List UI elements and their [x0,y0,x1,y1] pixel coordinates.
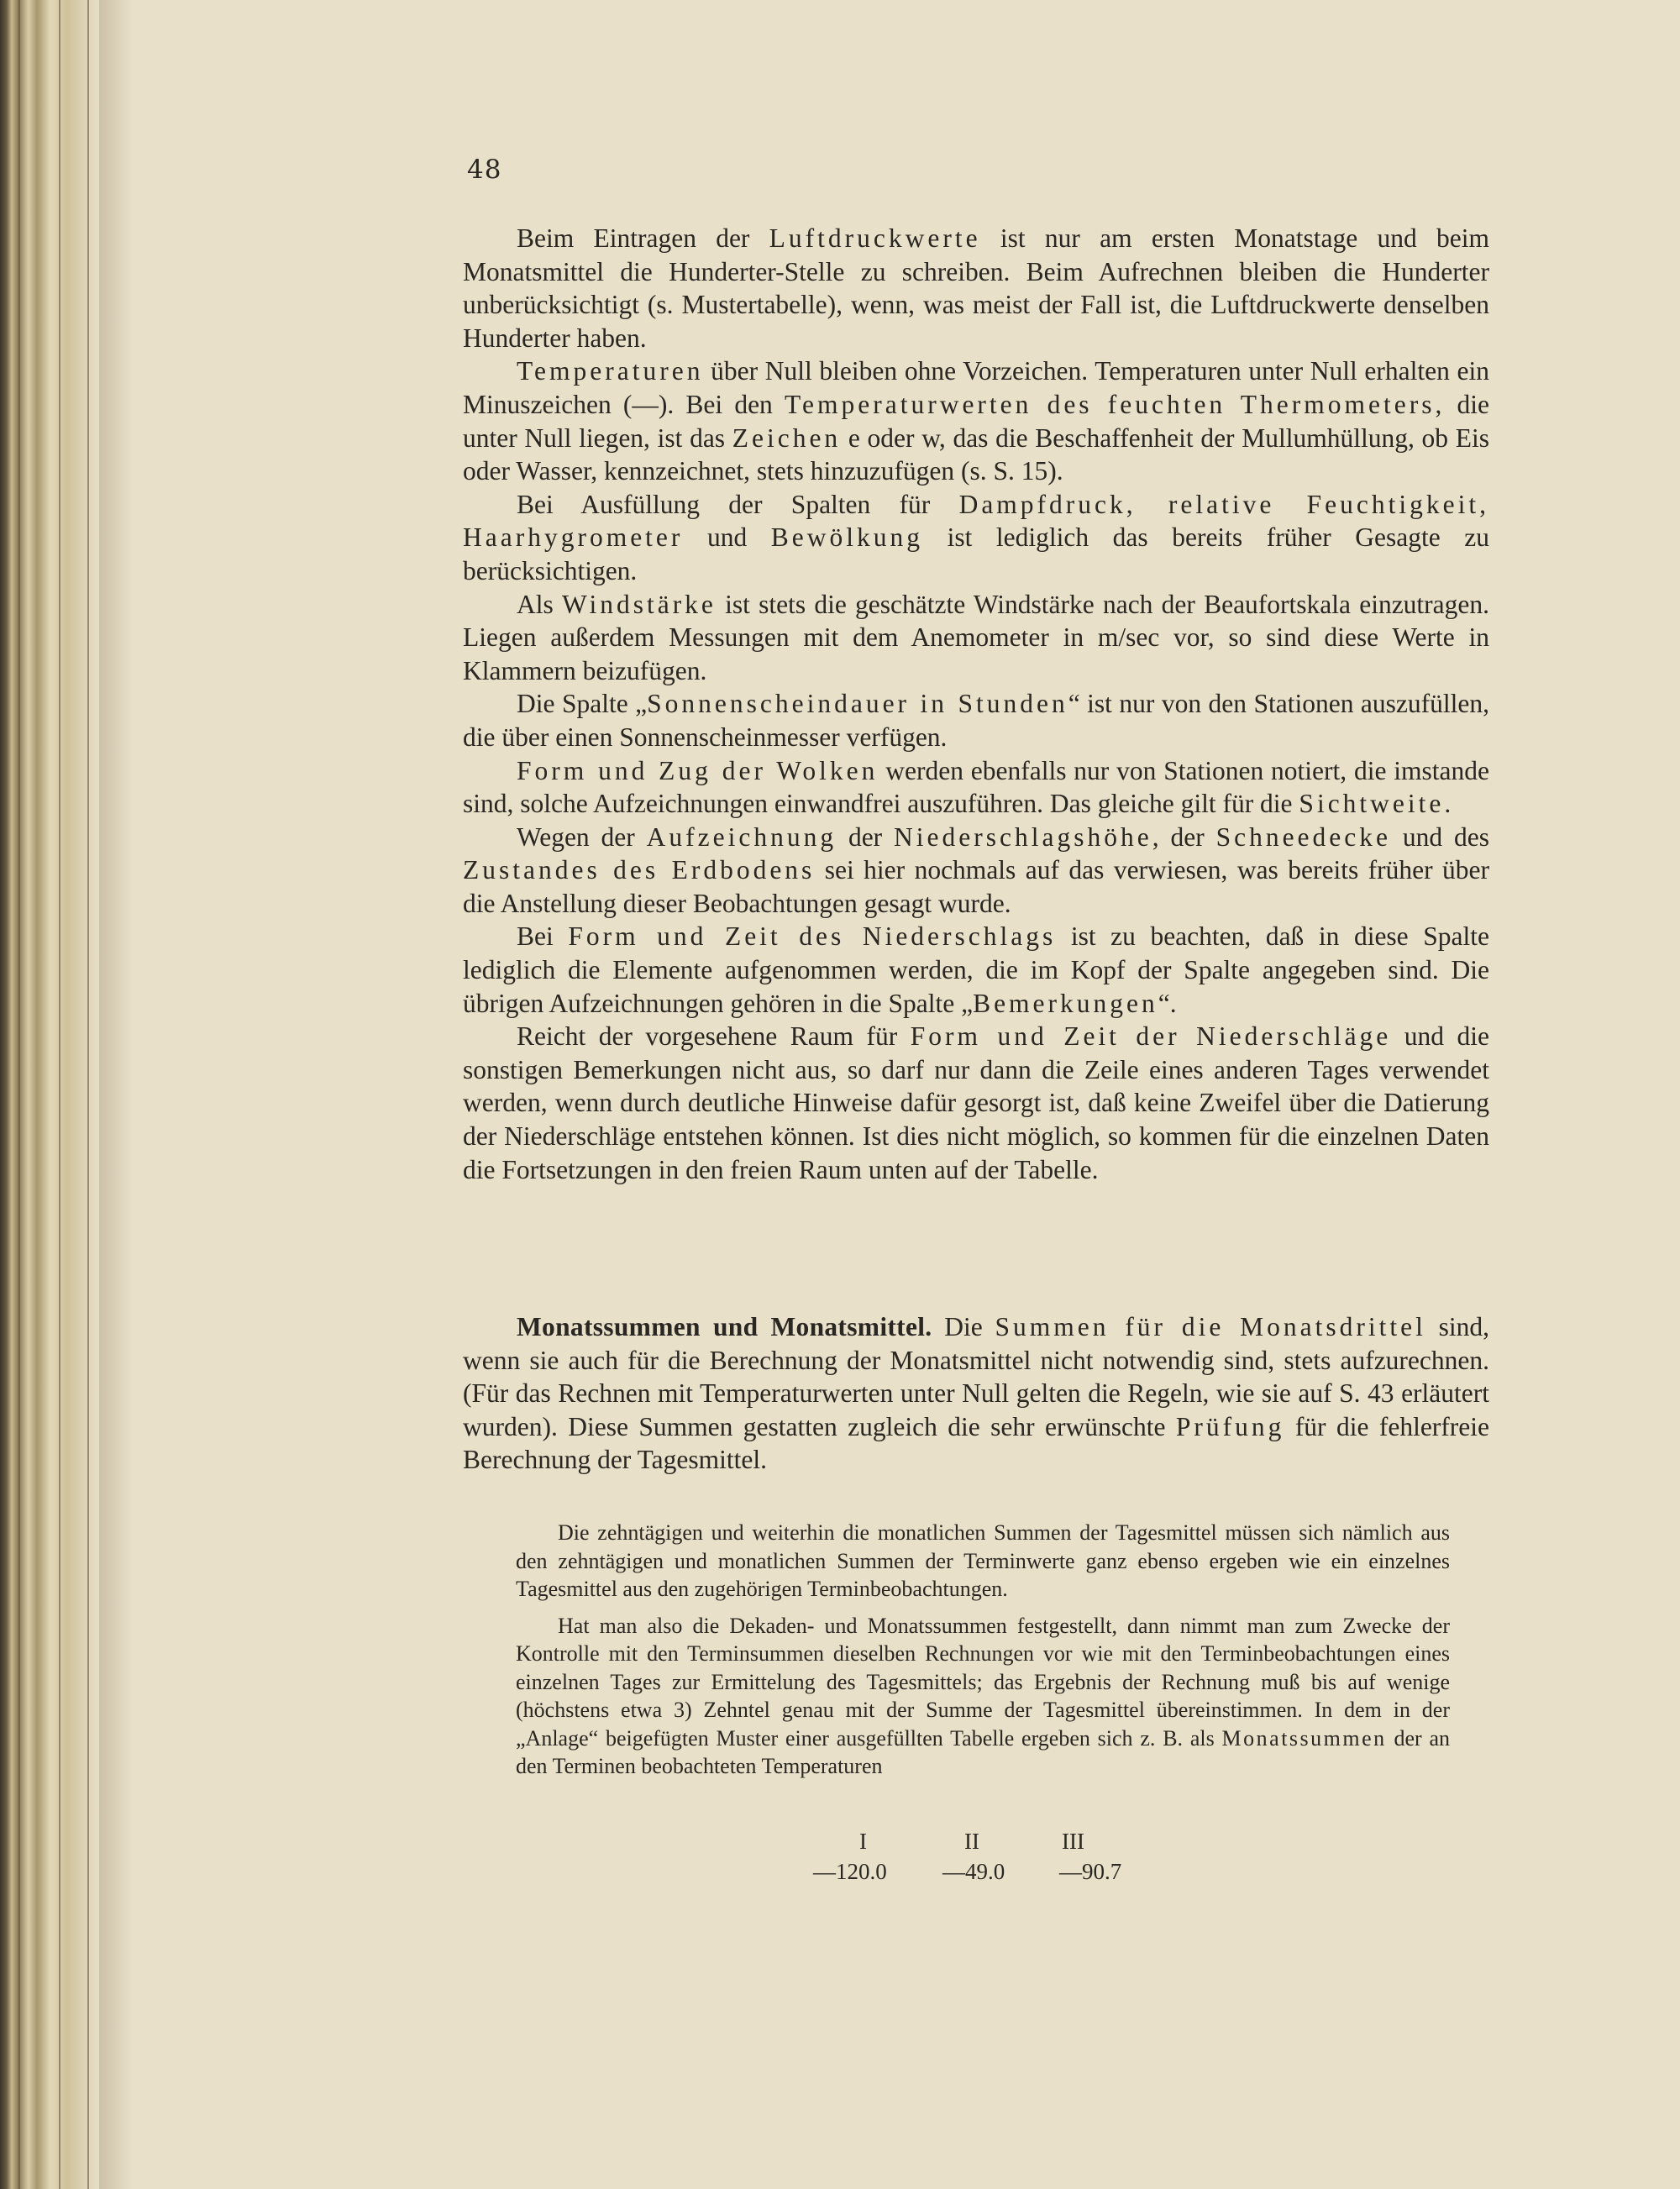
paragraph: Monatssummen und Monatsmittel. Die Summen für die Monatsdrittel sind, wenn sie auch für die Berechnung der Monatsmittel nicht notwendig sind, stets aufzurechnen. (Für das Rechnen mit Temperaturwerten unter Null gelten die Regeln, wie sie auf S. 43 erläutert wurden). Diese Summen gestatten zugleich die sehr erwünschte Prüfung für die fehlerfreie Berechnung der Tagesmittel. [463,1312,1490,1475]
small-print-block [516,1519,1450,1789]
paragraph: Wegen der Aufzeichnung der Niederschlagshöhe, der Schneedecke und des Zustandes des Erdbodens sei hier nochmals auf das verwiesen, was bereits früher über die Anstellung dieser Beobachtungen gesagt wurde. [463,822,1490,918]
paragraph: Temperaturen über Null bleiben ohne Vorzeichen. Temperaturen unter Null erhalten ein Minuszeichen (—). Bei den Temperaturwerten des feuchten Thermometers, die unter Null liegen, ist das Zeichen e oder w, das die Beschaffenheit der Mullumhüllung, ob Eis oder Wasser, kennzeichnet, stets hinzuzufügen (s. S. 15). [463,356,1490,486]
paragraph: Form und Zug der Wolken werden ebenfalls nur von Stationen notiert, die imstande sind, solche Aufzeichnungen einwandfrei auszuführen. Das gleiche gilt für die Sichtweite. [463,755,1489,819]
sums-value-row [0,1859,1680,1892]
sums-header: III [1062,1829,1084,1854]
sums-header-row [0,1829,1680,1862]
sums-value: —49.0 [942,1859,1005,1884]
paragraph: Die Spalte „Sonnenscheindauer in Stunden“ ist nur von den Stationen auszufüllen, die über einen Sonnenscheinmesser verfügen. [463,689,1490,752]
small-paragraph: Die zehntägigen und weiterhin die monatlichen Summen der Tagesmittel müssen sich nämlich aus den zehntägigen und monatlichen Summen der Terminwerte ganz ebenso ergeben wie ein einzelnes Tagesmittel aus den zugehörigen Terminbeobachtungen. [516,1520,1450,1601]
paragraph: Als Windstärke ist stets die geschätzte Windstärke nach der Beaufortskala einzutragen. Liegen außerdem Messungen mit dem Anemometer in m/sec vor, so sind diese Werte in Klammern beizufügen. [463,589,1490,685]
section-monatssummen [463,1310,1489,1477]
sums-value: —90.7 [1059,1859,1122,1884]
section-heading: Monatssummen und Monatsmittel. [517,1312,932,1341]
paragraph: Bei Ausfüllung der Spalten für Dampfdruck, relative Feuchtigkeit, Haarhygrometer und Bewölkung ist lediglich das bereits früher Gesagte zu berücksichtigen. [463,489,1490,585]
sums-header: II [964,1829,979,1854]
paragraph: Reicht der vorgesehene Raum für Form und Zeit der Niederschläge und die sonstigen Bemerkungen nicht aus, so darf nur dann die Zeile eines anderen Tages verwendet werden, wenn durch deutliche Hinweise dafür gesorgt ist, daß keine Zweifel über die Datierung der Niederschläge entstehen können. Ist dies nicht möglich, so kommen für die einzelnen Daten die Fortsetzungen in den freien Raum unten auf der Tabelle. [463,1021,1489,1184]
sums-header: I [859,1829,867,1854]
small-paragraph: Hat man also die Dekaden- und Monatssummen festgestellt, dann nimmt man zum Zwecke der Kontrolle mit den Terminsummen dieselben Rechnungen vor wie mit den Terminbeobachtungen eines einzelnen Tages zur Ermittelung des Tagesmittels; das Ergebnis der Rechnung muß bis auf wenige (höchstens etwa 3) Zehntel genau mit der Summe der Tagesmittel übereinstimmen. In dem in der „Anlage“ beigefügten Muster einer ausgefüllten Tabelle ergeben sich z. B. als Monatssummen der an den Terminen beobachteten Temperaturen [516,1613,1450,1778]
paragraph: Beim Eintragen der Luftdruckwerte ist nur am ersten Monatstage und beim Monatsmittel die Hunderter-Stelle zu schreiben. Beim Aufrechnen bleiben die Hunderter unberücksichtigt (s. Mustertabelle), wenn, was meist der Fall ist, die Luftdruckwerte denselben Hunderter haben. [463,223,1489,353]
paragraph: Bei Form und Zeit des Niederschlags ist zu beachten, daß in diese Spalte lediglich die Elemente aufgenommen werden, die im Kopf der Spalte angegeben sind. Die übrigen Aufzeichnungen gehören in die Spalte „Bemerkungen“. [463,921,1489,1018]
page-number: 48 [467,155,502,185]
body-text [463,222,1489,1186]
sums-value: —120.0 [813,1859,887,1884]
